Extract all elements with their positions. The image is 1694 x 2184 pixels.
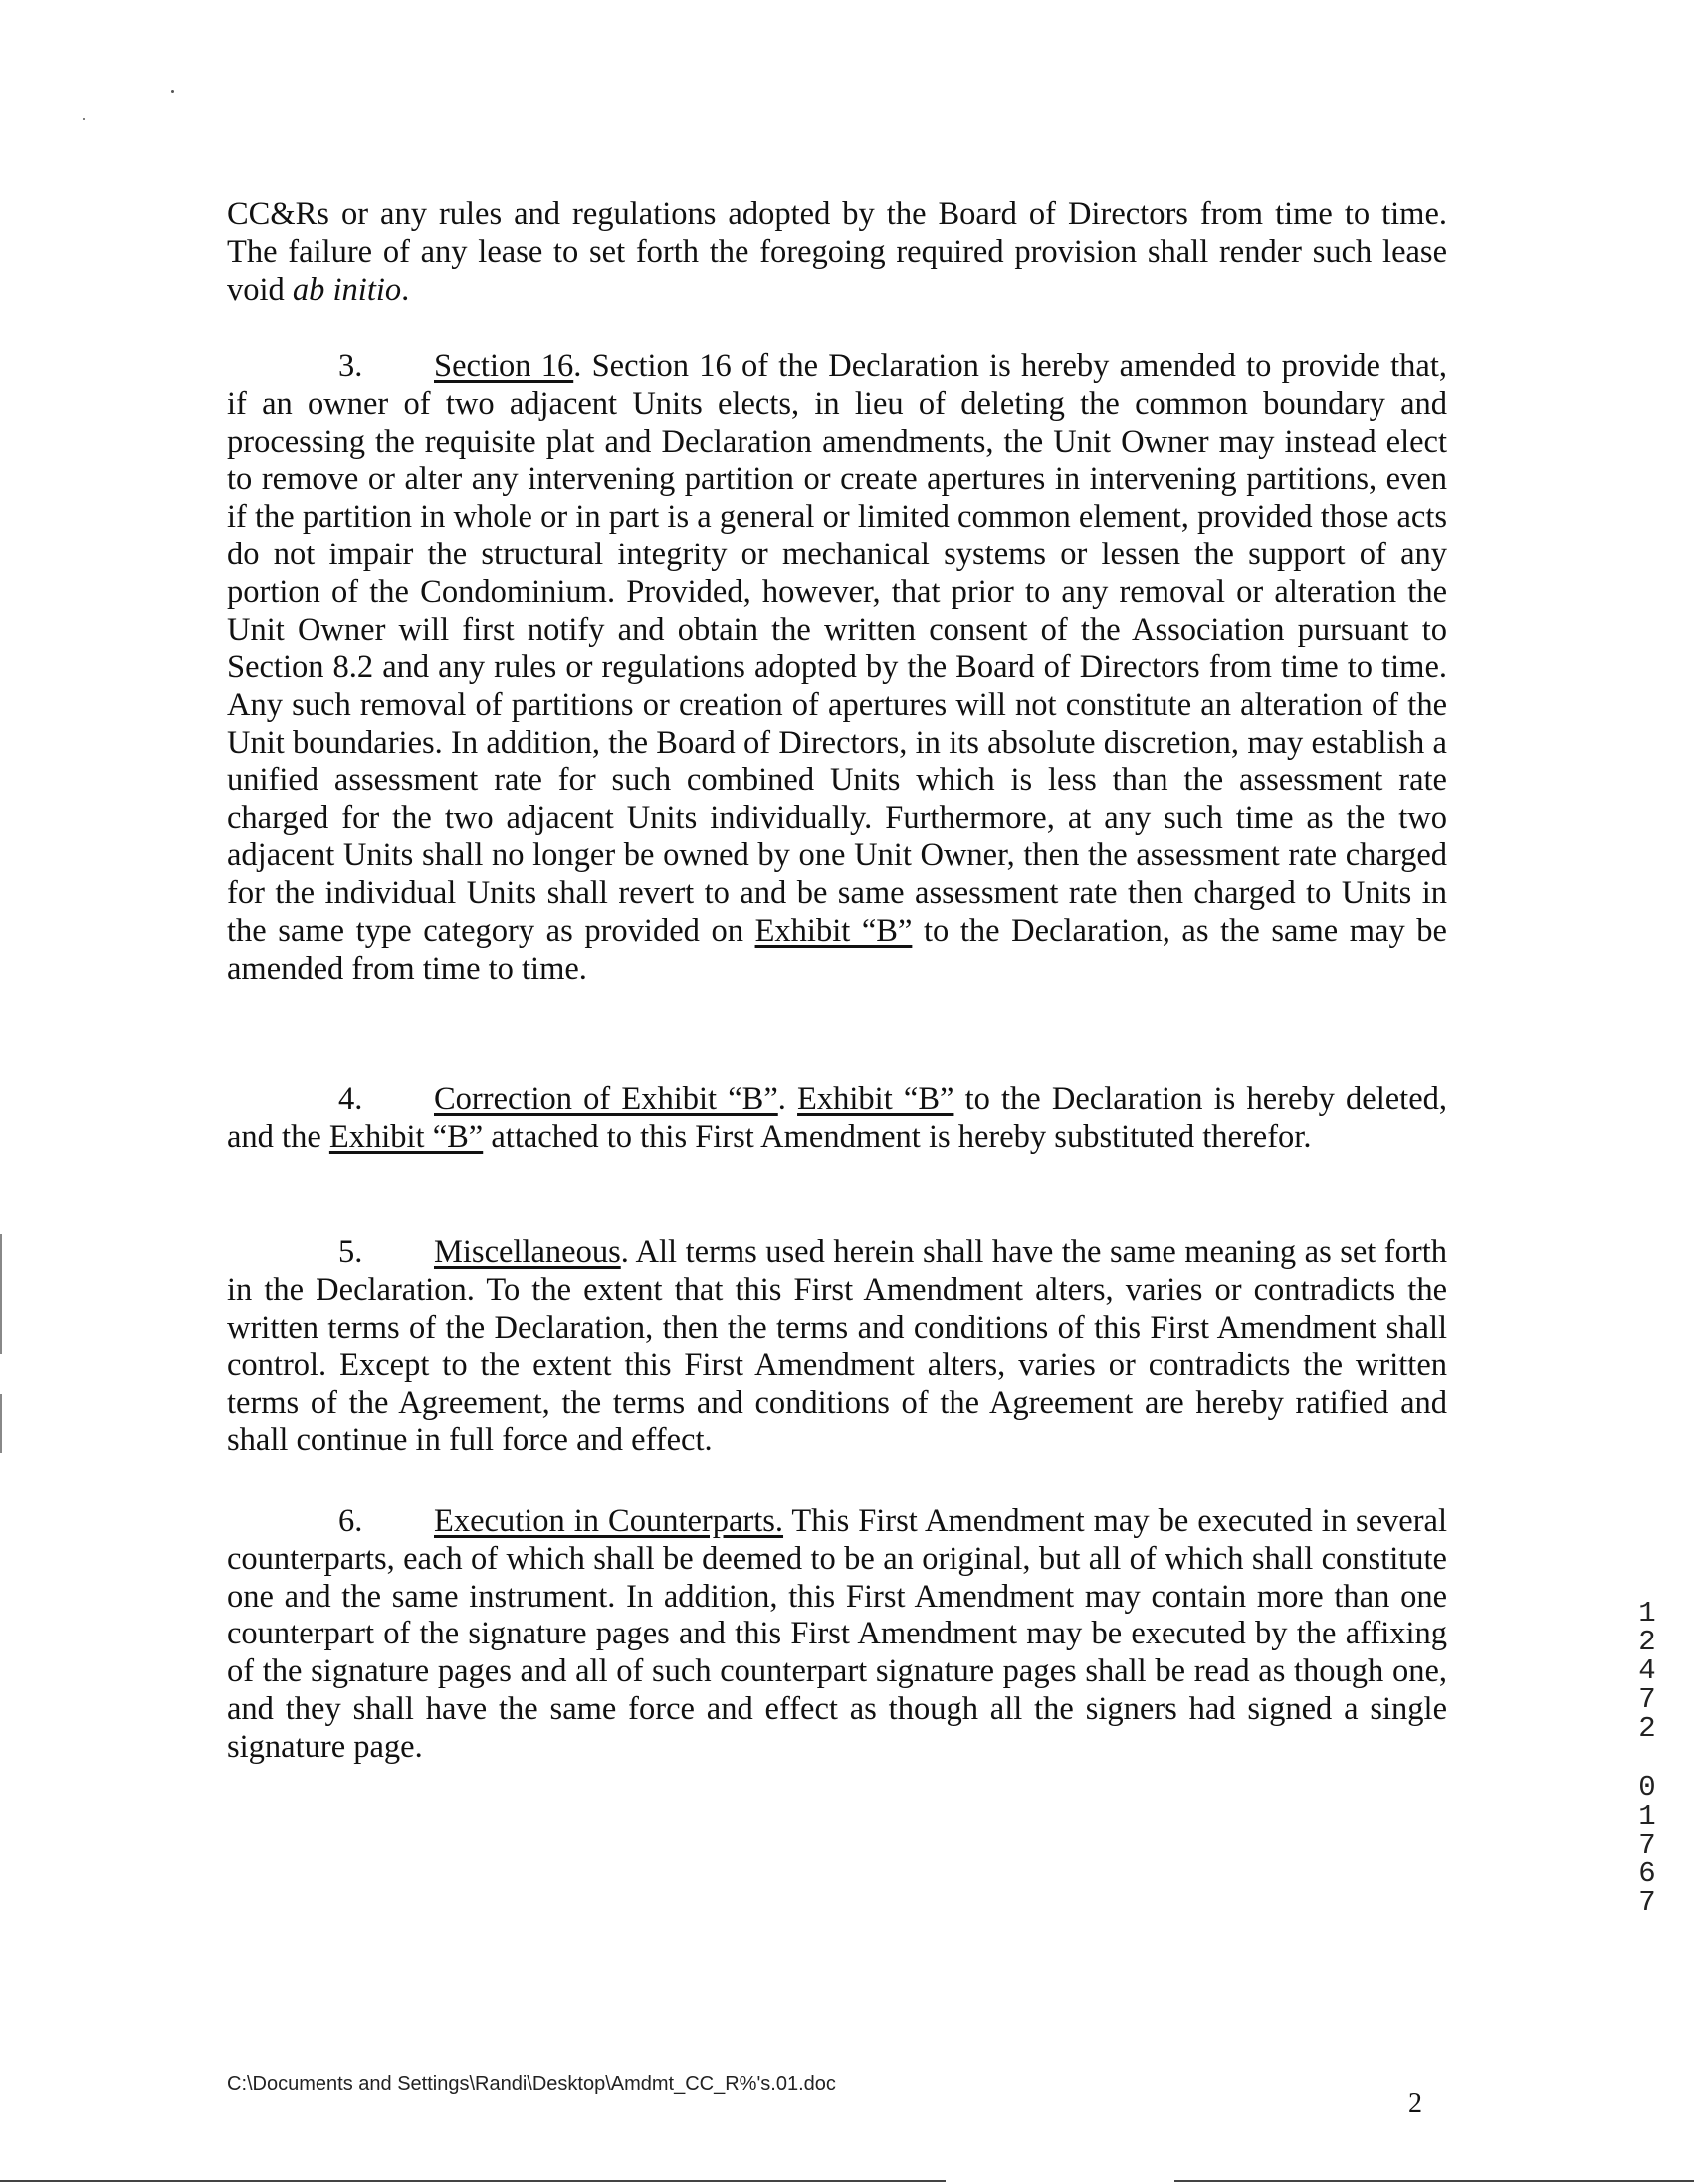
spacer — [786, 1081, 797, 1117]
bates-digit: 4 — [1638, 1654, 1656, 1687]
scan-speck — [83, 118, 85, 120]
exhibit-reference: Exhibit “B” — [754, 912, 913, 949]
scan-bottom-edge — [0, 2180, 946, 2182]
exhibit-reference: Exhibit “B” — [328, 1118, 484, 1155]
scan-edge-mark — [0, 1394, 2, 1453]
section-body-tail: attached to this First Amendment is hereby substituted therefor. — [483, 1118, 1312, 1155]
scan-bottom-edge — [1174, 2180, 1694, 2182]
section-heading: Miscellaneous — [434, 1234, 621, 1270]
paragraph-continuation — [227, 196, 1447, 309]
bates-digit: 7 — [1638, 1886, 1656, 1919]
paragraph-section-3 — [227, 348, 1447, 988]
bates-stamp — [1634, 1599, 1660, 1917]
section-body: All terms used herein shall have the same meaning as set forth in the Declaration. To the extent that this First Amendment alters, varies or contradicts the written terms of the Declaration, then the terms and conditions of this First Amendment shall control. Except to the extent this First Amendment alters, varies or contradicts the written terms of the Agreement, the terms and conditions of the Agreement are hereby ratified and shall continue in full force and effect. — [227, 1234, 1447, 1458]
bates-digit: 1 — [1638, 1800, 1656, 1833]
italic-term: ab initio — [292, 271, 402, 308]
heading-punctuation: . — [620, 1234, 629, 1270]
section-heading: Correction of Exhibit “B” — [434, 1081, 778, 1117]
bates-digit: 0 — [1638, 1771, 1656, 1804]
heading-punctuation: . — [573, 348, 582, 384]
section-body: This First Amendment may be executed in several counterparts, each of which shall be deemed to be an original, but all of which shall constitute one and the same instrument. In addition, this First Amendment may contain more than one counterpart of the signature pages and this First Amendment may be executed by the affixing of the signature pages and all of such counterpart signature pages shall be read as though one, and they shall have the same force and effect as though all the signers had signed a single signature page. — [227, 1503, 1448, 1765]
bates-digit: 2 — [1638, 1712, 1656, 1745]
section-heading: Execution in Counterparts. — [434, 1503, 784, 1539]
heading-punctuation: . — [777, 1081, 786, 1117]
bates-digit: 6 — [1638, 1857, 1656, 1890]
paragraph-section-5 — [227, 1234, 1447, 1460]
section-body-tail: to the Declaration, as the same may be amended from time to time. — [227, 912, 1447, 986]
section-number: 5. — [338, 1234, 363, 1270]
continuation-text: CC&Rs or any rules and regulations adopted by the Board of Directors from time to time. The failure of any lease to set forth the foregoing required provision shall render such lease void — [227, 196, 1447, 308]
section-number: 4. — [338, 1081, 363, 1117]
page-number: 2 — [1408, 2088, 1422, 2119]
section-body: to the Declaration is hereby deleted, and the — [227, 1081, 1448, 1155]
exhibit-reference: Exhibit “B” — [797, 1081, 954, 1117]
period: . — [401, 271, 410, 308]
scan-speck — [171, 90, 174, 93]
section-body: Section 16 of the Declaration is hereby amended to provide that, if an owner of two adjacent Units elects, in lieu of deleting the common boundary and processing the requisite plat and Declaration amendments, the Unit Owner may instead elect to remove or alter any intervening partition or create apertures in intervening partitions, even if the partition in whole or in part is a general or limited common element, provided those acts do not impair the structural integrity or mechanical systems or lessen the support of any portion of the Condominium. Provided, however, that prior to any removal or alteration the Unit Owner will first notify and obtain the written consent of the Association pursuant to Section 8.2 and any rules or regulations adopted by the Board of Directors from time to time. Any such removal of partitions or creation of apertures will not constitute an alteration of the Unit boundaries. In addition, the Board of Directors, in its absolute discretion, may establish a unified assessment rate for such combined Units which is less than the assessment rate charged for the two adjacent Units individually. Furthermore, at any such time as the two adjacent Units shall no longer be owned by one Unit Owner, then the assessment rate charged for the individual Units shall revert to and be same assessment rate then charged to Units in the same type category as provided on — [227, 348, 1448, 949]
bates-digit: 1 — [1638, 1597, 1656, 1630]
paragraph-section-6 — [227, 1503, 1447, 1767]
bates-digit: 7 — [1638, 1829, 1656, 1861]
paragraph-section-4 — [227, 1081, 1447, 1157]
scan-edge-mark — [0, 1234, 2, 1354]
section-heading: Section 16 — [434, 348, 574, 384]
footer-file-path: C:\Documents and Settings\Randi\Desktop\Amdmt_CC_R%'s.01.doc — [227, 2074, 836, 2095]
bates-digit: 7 — [1638, 1683, 1656, 1716]
section-number: 6. — [338, 1503, 363, 1539]
section-number: 3. — [338, 348, 363, 384]
bates-digit: 2 — [1638, 1626, 1656, 1658]
